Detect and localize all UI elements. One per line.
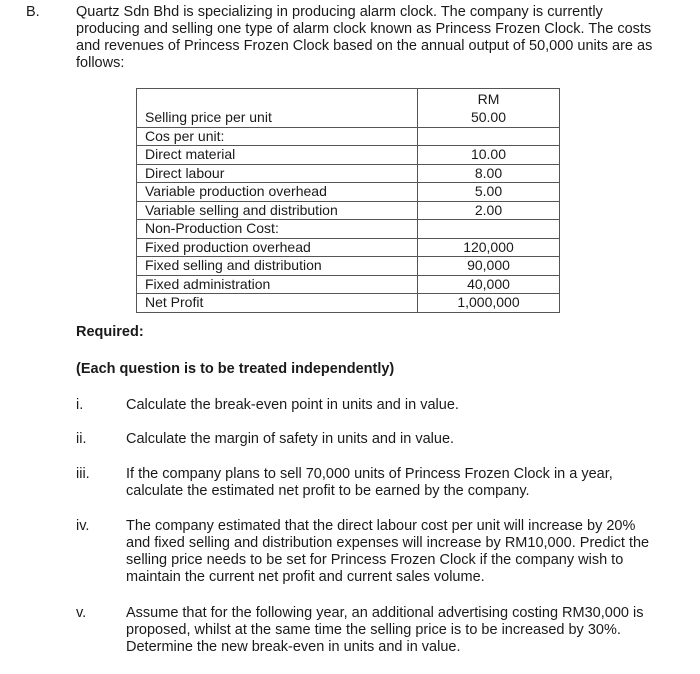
table-row [137, 238, 560, 257]
instruction-heading: (Each question is to be treated independently) [76, 361, 395, 377]
table-row [137, 109, 560, 127]
row-value: 40,000 [418, 275, 560, 294]
row-label: Direct material [137, 146, 418, 165]
row-value: 120,000 [418, 238, 560, 257]
currency-header: RM [418, 89, 560, 110]
table-row [137, 220, 560, 239]
question-number: v. [76, 605, 87, 621]
question-number: iv. [76, 518, 90, 534]
row-label: Fixed selling and distribution [137, 257, 418, 276]
row-label: Cos per unit: [137, 127, 418, 146]
row-label: Variable production overhead [137, 183, 418, 202]
row-label: Variable selling and distribution [137, 201, 418, 220]
question-number: i. [76, 397, 84, 413]
table-row [137, 127, 560, 146]
row-label: Selling price per unit [137, 109, 418, 127]
question-number: ii. [76, 431, 87, 447]
intro-paragraph: Quartz Sdn Bhd is specializing in producing alarm clock. The company is currently producing and selling one type of alarm clock known as Princess Frozen Clock. The costs and revenues of Princess Frozen Clock based on the annual output of 50,000 units are as follows: [76, 4, 653, 71]
question-text: Calculate the break-even point in units and in value. [126, 397, 459, 413]
row-label: Direct labour [137, 164, 418, 183]
table-header-row [137, 89, 560, 110]
table-row [137, 164, 560, 183]
row-value: 10.00 [418, 146, 560, 165]
row-label: Non-Production Cost: [137, 220, 418, 239]
question-text: Assume that for the following year, an additional advertising costing RM30,000 is proposed, whilst at the same time the selling price is to be increased by 30%. Determine the new break-even in units and in value. [126, 605, 644, 655]
row-label: Fixed administration [137, 275, 418, 294]
row-value: 2.00 [418, 201, 560, 220]
row-value [418, 220, 560, 239]
row-value: 8.00 [418, 164, 560, 183]
row-value: 50.00 [418, 109, 560, 127]
table-row [137, 275, 560, 294]
cost-table [136, 88, 560, 313]
question-number: iii. [76, 466, 90, 482]
table-row [137, 294, 560, 313]
table-row [137, 183, 560, 202]
row-value [418, 127, 560, 146]
row-label: Net Profit [137, 294, 418, 313]
table-row [137, 257, 560, 276]
question-text: The company estimated that the direct labour cost per unit will increase by 20% and fixed selling and distribution expenses will increase by RM10,000. Predict the selling price needs to be set for Princess Frozen Clock if the company wish to maintain the current net profit and current sales volume. [126, 518, 650, 585]
table-row [137, 201, 560, 220]
row-value: 1,000,000 [418, 294, 560, 313]
row-label: Fixed production overhead [137, 238, 418, 257]
required-heading: Required: [76, 324, 144, 340]
table-row [137, 146, 560, 165]
row-value: 5.00 [418, 183, 560, 202]
question-text: If the company plans to sell 70,000 units of Princess Frozen Clock in a year, calculate the estimated net profit to be earned by the company. [126, 466, 613, 499]
section-label: B. [26, 4, 40, 20]
row-value: 90,000 [418, 257, 560, 276]
header-blank-cell [137, 89, 418, 110]
question-text: Calculate the margin of safety in units and in value. [126, 431, 455, 447]
